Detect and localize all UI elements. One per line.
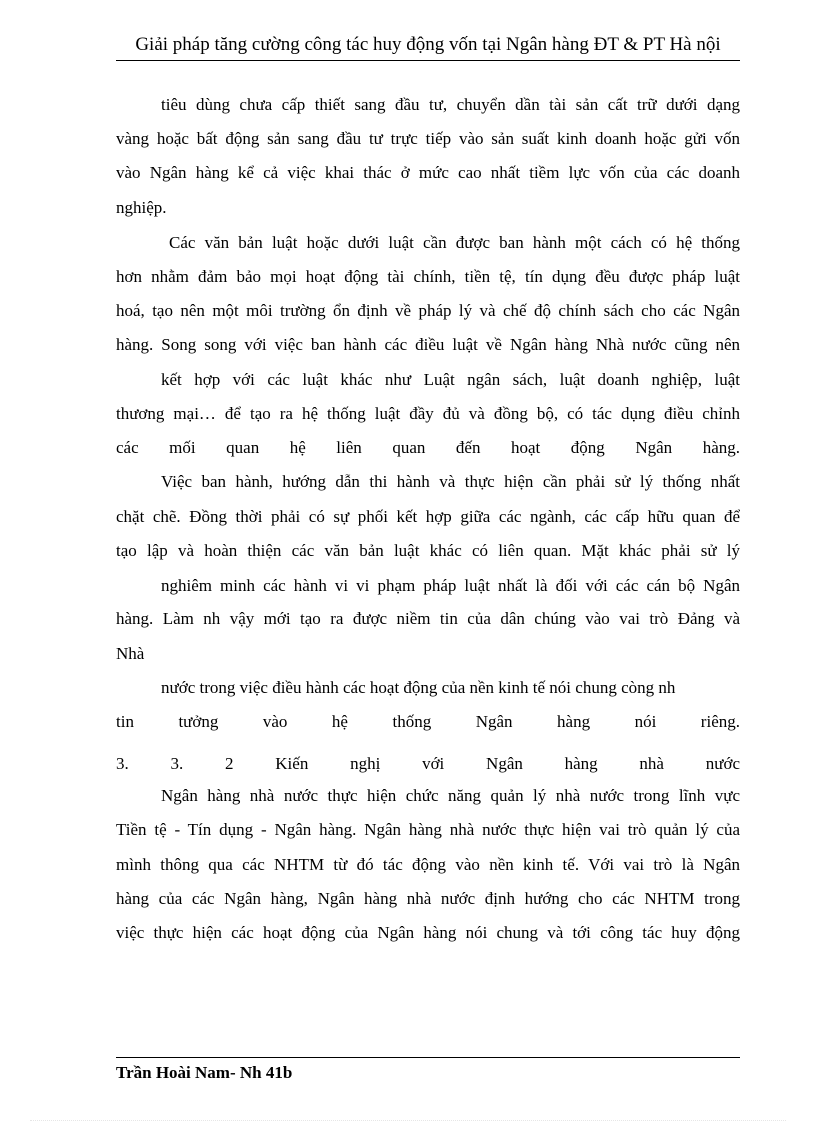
text-line: tạo lập và hoàn thiện các văn bản luật khác có liên quan. Mặt khác phải sử lý (116, 541, 740, 560)
text-line: hàng của các Ngân hàng, Ngân hàng nhà nước định hướng cho các NHTM trong (116, 889, 740, 908)
text-line: Tiền tệ - Tín dụng - Ngân hàng. Ngân hàng nhà nước thực hiện vai trò quản lý của (116, 820, 740, 839)
page-bottom-border (30, 1120, 786, 1121)
text-line: nghiêm minh các hành vi vi phạm pháp luật nhất là đối với các cán bộ Ngân (161, 576, 740, 595)
text-line: hơn nhằm đảm bảo mọi hoạt động tài chính, tiền tệ, tín dụng đều được pháp luật (116, 267, 740, 286)
text-line: hoá, tạo nên một môi trường ổn định về pháp lý và chế độ chính sách cho các Ngân (116, 301, 740, 320)
text-line: nước trong việc điều hành các hoạt động của nền kinh tế nói chung còng nh (161, 678, 676, 697)
text-line: Các văn bản luật hoặc dưới luật cần được ban hành một cách có hệ thống (169, 233, 740, 252)
text-line: mình thông qua các NHTM từ đó tác động vào nền kinh tế. Với vai trò là Ngân (116, 855, 740, 874)
text-line: vào Ngân hàng kể cả việc khai thác ở mức cao nhất tiềm lực vốn của các doanh (116, 163, 740, 182)
page-header-title: Giải pháp tăng cường công tác huy động vốn tại Ngân hàng ĐT & PT Hà nội (135, 34, 721, 55)
text-line: vàng hoặc bất động sản sang đầu tư trực tiếp vào sản suất kinh doanh hoặc gửi vốn (116, 129, 740, 148)
header-divider (116, 60, 740, 61)
text-line: hàng. Làm nh vậy mới tạo ra được niềm tin của dân chúng vào vai trò Đảng và (116, 609, 740, 628)
text-line: các mối quan hệ liên quan đến hoạt động Ngân hàng. (116, 438, 740, 457)
text-line: kết hợp với các luật khác như Luật ngân sách, luật doanh nghiệp, luật (161, 370, 740, 389)
footer-author: Trần Hoài Nam- Nh 41b (116, 1063, 293, 1082)
text-line: Việc ban hành, hướng dẫn thi hành và thực hiện cần phải sử lý thống nhất (161, 472, 740, 491)
text-line: nghiệp. (116, 198, 167, 217)
text-line: Ngân hàng nhà nước thực hiện chức năng quản lý nhà nước trong lĩnh vực (161, 786, 740, 805)
footer-divider (116, 1057, 740, 1058)
text-line: tiêu dùng chưa cấp thiết sang đầu tư, chuyển dần tài sản cất trữ dưới dạng (161, 95, 740, 114)
text-line: thương mại… để tạo ra hệ thống luật đầy đủ và đồng bộ, có tác dụng điều chỉnh (116, 404, 740, 423)
text-line: Nhà (116, 644, 145, 663)
text-line: tin tưởng vào hệ thống Ngân hàng nói riêng. (116, 712, 740, 731)
section-heading: 3. 3. 2 Kiến nghị với Ngân hàng nhà nước (116, 754, 740, 773)
text-line: chặt chẽ. Đồng thời phải có sự phối kết hợp giữa các ngành, các cấp hữu quan để (116, 507, 740, 526)
text-line: việc thực hiện các hoạt động của Ngân hàng nói chung và tới công tác huy động (116, 923, 740, 942)
text-line: hàng. Song song với việc ban hành các điều luật về Ngân hàng Nhà nước cũng nên (116, 335, 740, 354)
